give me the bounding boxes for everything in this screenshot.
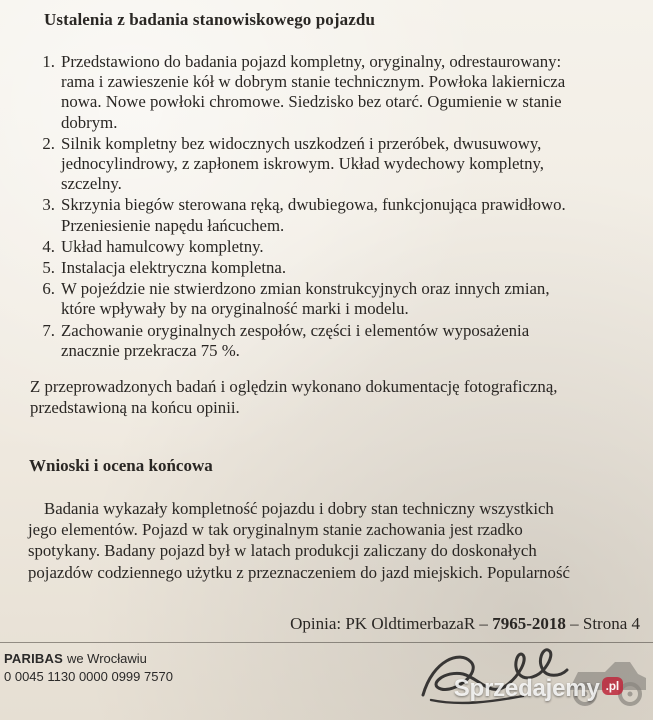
list-item-text: [61, 195, 639, 235]
paragraph-line: jego elementów. Pojazd w tak oryginalnym stanie zachowania jest rzadko: [28, 520, 523, 540]
list-item: [29, 52, 639, 133]
list-item-line: znacznie przekracza 75 %.: [61, 340, 240, 360]
paragraph-line: przedstawioną na końcu opinii.: [30, 398, 240, 417]
list-item-text: [61, 258, 639, 278]
list-item-line: rama i zawieszenie kół w dobrym stanie technicznym. Powłoka lakiernicza: [61, 72, 566, 92]
list-item: [29, 134, 639, 195]
list-item-line: jednocylindrowy, z zapłonem iskrowym. Układ wydechowy kompletny,: [61, 154, 544, 174]
watermark: [454, 675, 623, 703]
photo-documentation-paragraph: [30, 376, 640, 418]
bank-details: [4, 650, 173, 686]
list-item-number: 6.: [42, 279, 55, 299]
list-item-line: które wpływały by na oryginalność marki i modelu.: [61, 299, 409, 319]
section-title: Ustalenia z badania stanowiskowego pojazdu: [44, 10, 376, 29]
list-item-line: Silnik kompletny bez widocznych uszkodzeń i przeróbek, dwusuwowy,: [61, 133, 542, 153]
list-item-text: [61, 279, 639, 319]
list-item-number: 1.: [42, 52, 55, 71]
list-item-number: 7.: [42, 320, 55, 340]
list-item-line: Instalacja elektryczna kompletna.: [61, 258, 287, 278]
list-item-line: Przedstawiono do badania pojazd kompletny, oryginalny, odrestaurowany:: [61, 52, 562, 71]
footer-prefix: Opinia: PK OldtimerbazaR –: [290, 614, 493, 633]
list-item-line: Skrzynia biegów sterowana ręką, dwubiegowa, funkcjonująca prawidłowo.: [61, 195, 566, 215]
bank-line: [4, 650, 173, 668]
list-item-line: nowa. Nowe powłoki chromowe. Siedzisko bez otarć. Ogumienie w stanie: [61, 92, 562, 112]
list-item-text: [61, 321, 639, 361]
footer-number: 7965-2018: [492, 614, 566, 633]
conclusions-title: Wnioski i ocena końcowa: [29, 456, 213, 475]
footer-suffix: – Strona 4: [565, 614, 640, 633]
list-item: [29, 279, 639, 319]
watermark-brand: Sprzedajemy: [453, 675, 600, 702]
bank-account: 0 0045 1130 0000 0999 7570: [4, 669, 173, 684]
watermark-tld: .pl: [602, 677, 623, 695]
list-item-line: szczelny.: [61, 174, 122, 194]
list-item: [29, 195, 639, 235]
list-item-line: Przeniesienie napędu łańcuchem.: [61, 215, 285, 235]
bank-brand: PARIBAS: [4, 651, 63, 666]
paragraph-line: spotykany. Badany pojazd był w latach produkcji zaliczany do doskonałych: [28, 541, 537, 561]
findings-list: [29, 52, 639, 362]
paragraph-line: Z przeprowadzonych badań i oględzin wykonano dokumentację fotograficzną,: [30, 377, 558, 396]
paragraph-line: pojazdów codziennego użytku z przeznaczeniem do jazd miejskich. Popularność: [28, 562, 570, 582]
list-item-line: Zachowanie oryginalnych zespołów, części i elementów wyposażenia: [61, 320, 530, 340]
list-item-number: 4.: [42, 236, 55, 256]
list-item-text: [61, 52, 639, 133]
list-item-line: W pojeździe nie stwierdzono zmian konstrukcyjnych oraz innych zmian,: [61, 279, 550, 299]
list-item-line: Układ hamulcowy kompletny.: [61, 236, 264, 256]
list-item-text: [61, 237, 639, 257]
list-item: [29, 321, 639, 361]
paragraph-line: Badania wykazały kompletność pojazdu i dobry stan techniczny wszystkich: [44, 499, 554, 518]
list-item-text: [61, 134, 639, 195]
conclusions-paragraph: [28, 498, 648, 583]
list-item-number: 5.: [42, 258, 55, 278]
list-item-number: 2.: [42, 133, 55, 153]
list-item: [29, 237, 639, 257]
bank-location: we Wrocławiu: [66, 651, 147, 666]
list-item: [29, 258, 639, 278]
list-item-line: dobrym.: [61, 112, 118, 132]
page-footer: [290, 614, 640, 634]
list-item-number: 3.: [42, 195, 55, 215]
